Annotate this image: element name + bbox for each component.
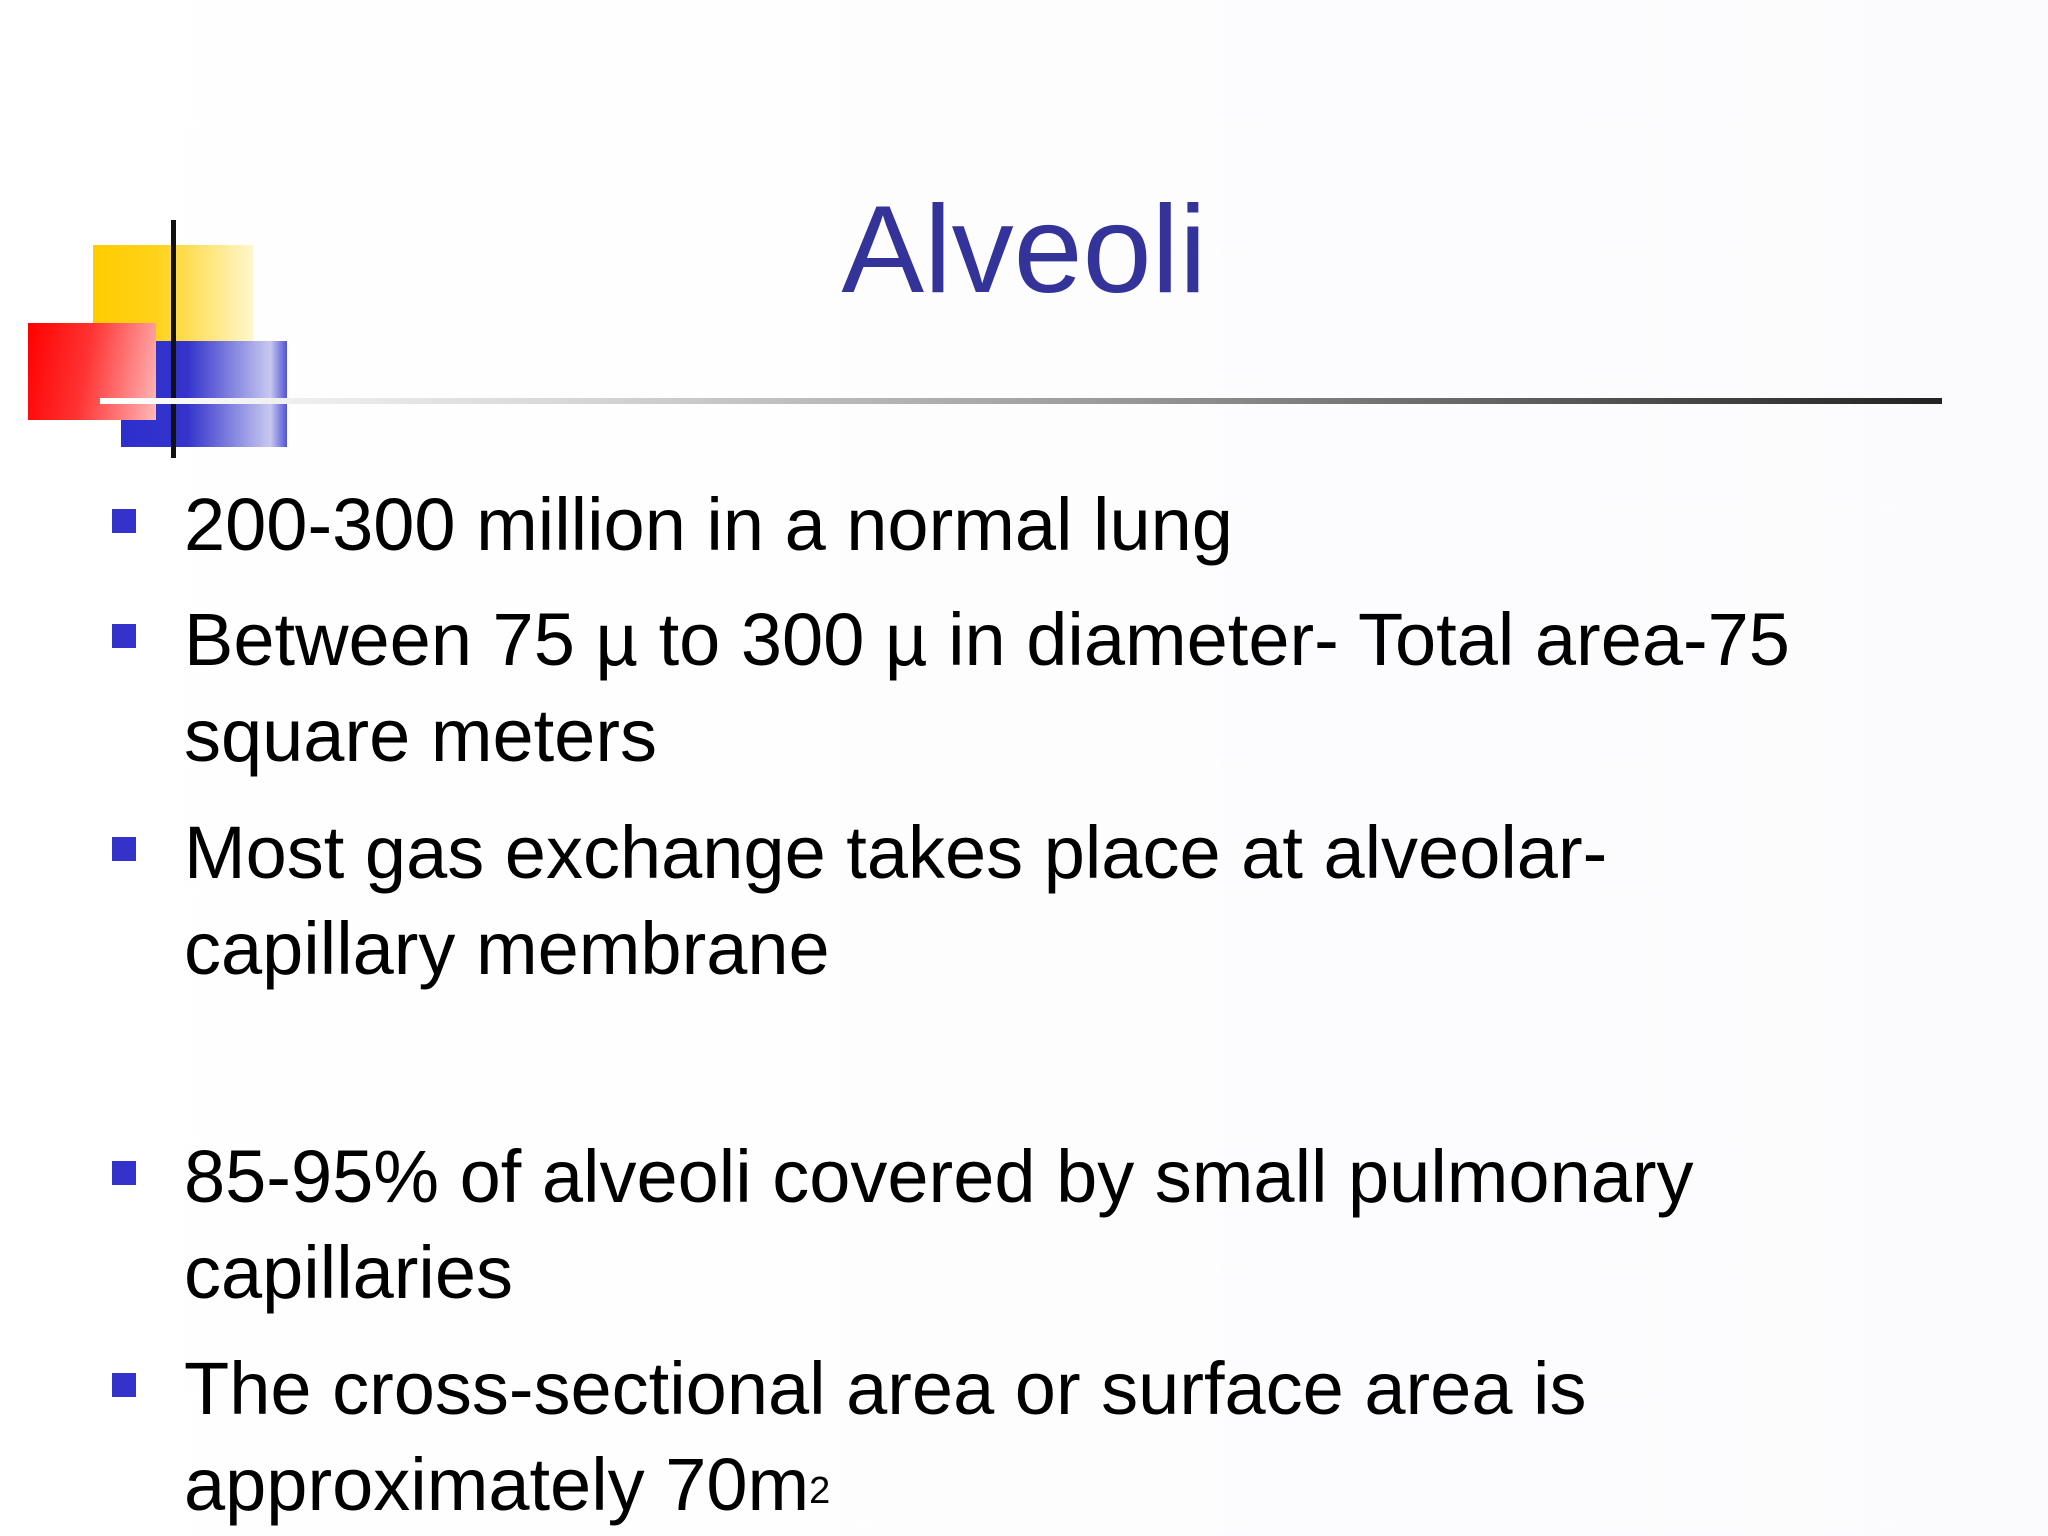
superscript-exponent: 2 — [809, 1470, 831, 1512]
bullet-text: 200-300 million in a normal lung — [184, 483, 1233, 566]
bullet-item — [184, 592, 1824, 784]
bullet-item — [184, 1129, 1824, 1321]
square-bullet-icon — [112, 624, 136, 648]
bullet-text: 85-95% of alveoli covered by small pulmonary capillaries — [184, 1135, 1694, 1314]
square-bullet-icon — [112, 1373, 136, 1397]
bullet-text — [184, 1341, 1824, 1533]
square-bullet-icon — [112, 1161, 136, 1185]
square-bullet-icon — [112, 509, 136, 533]
slide-title: Alveoli — [841, 181, 1207, 319]
bullet-text-main: The cross-sectional area or surface area is approximately 70m — [184, 1347, 1587, 1526]
bullet-item — [184, 805, 1824, 997]
bullet-item — [184, 1341, 1824, 1533]
bullet-text: Between 75 µ to 300 µ in diameter- Total area-75 square meters — [184, 598, 1790, 777]
square-bullet-icon — [112, 837, 136, 861]
bullet-item — [184, 477, 1824, 573]
bullet-text: Most gas exchange takes place at alveolar-capillary membrane — [184, 811, 1608, 990]
